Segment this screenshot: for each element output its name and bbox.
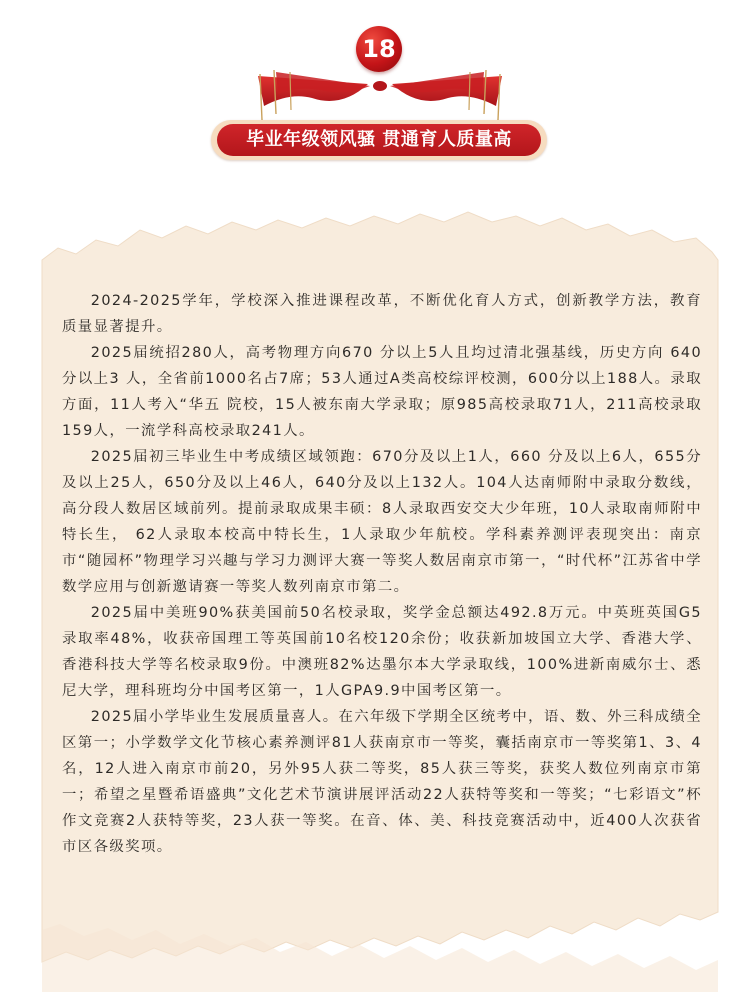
section-number-badge: 18: [356, 26, 402, 72]
header: [0, 0, 741, 200]
flags-decoration: [250, 66, 510, 122]
paragraph: 2025届小学毕业生发展质量喜人。在六年级下学期全区统考中，语、数、外三科成绩全区第一；小学数学文化节核心素养测评81人获南京市一等奖，囊括南京市一等奖第1、3、4名，12人进入南京市前20，另外95人获二等奖，85人获三等奖，获奖人数位列南京市第一；希望之星暨希语盛典”文化艺术节演讲展评活动22人获特等奖和一等奖；“七彩语文”杯作文竞赛2人获特等奖，23人获一等奖。在音、体、美、科技竞赛活动中，近400人次获省市区各级奖项。: [62, 709, 702, 855]
section-title: 毕业年级领风骚 贯通育人质量高: [217, 124, 541, 156]
paragraph: 2024-2025学年，学校深入推进课程改革，不断优化育人方式，创新教学方法，教育质量显著提升。: [62, 293, 702, 335]
article-body: [62, 288, 702, 860]
paragraph: 2025届初三毕业生中考成绩区域领跑：670分及以上1人，660 分及以上6人，655分及以上25人，650分及以上46人，640分及以上132人。104人达南师附中录取分数线，高分段人数居区域前列。提前录取成果丰硕：8人录取西安交大少年班，10人录取南师附中特长生， 62人录取本校高中特长生，1人录取少年航校。学科素养测评表现突出：南京市“随园杯”物理学习兴趣与学习力测评大赛一等奖人数居南京市第一，“时代杯”江苏省中学数学应用与创新邀请赛一等奖人数列南京市第二。: [62, 449, 702, 595]
paragraph: 2025届中美班90%获美国前50名校录取，奖学金总额达492.8万元。中英班英国G5录取率48%，收获帝国理工等英国前10名校120余份；收获新加坡国立大学、香港大学、香港科技大学等名校录取9份。中澳班82%达墨尔本大学录取线，100%进新南威尔士、悉尼大学，理科班均分中国考区第一，1人GPA9.9中国考区第一。: [62, 605, 702, 699]
paragraph: 2025届统招280人，高考物理方向670 分以上5人且均过清北强基线，历史方向 640分以上3 人，全省前1000名占7席；53人通过A类高校综评校测，600分以上188人。录取方面，11人考入“华五 院校，15人被东南大学录取；原985高校录取71人，211高校录取159人，一流学科高校录取241人。: [62, 345, 702, 439]
section-title-banner: [211, 120, 547, 160]
